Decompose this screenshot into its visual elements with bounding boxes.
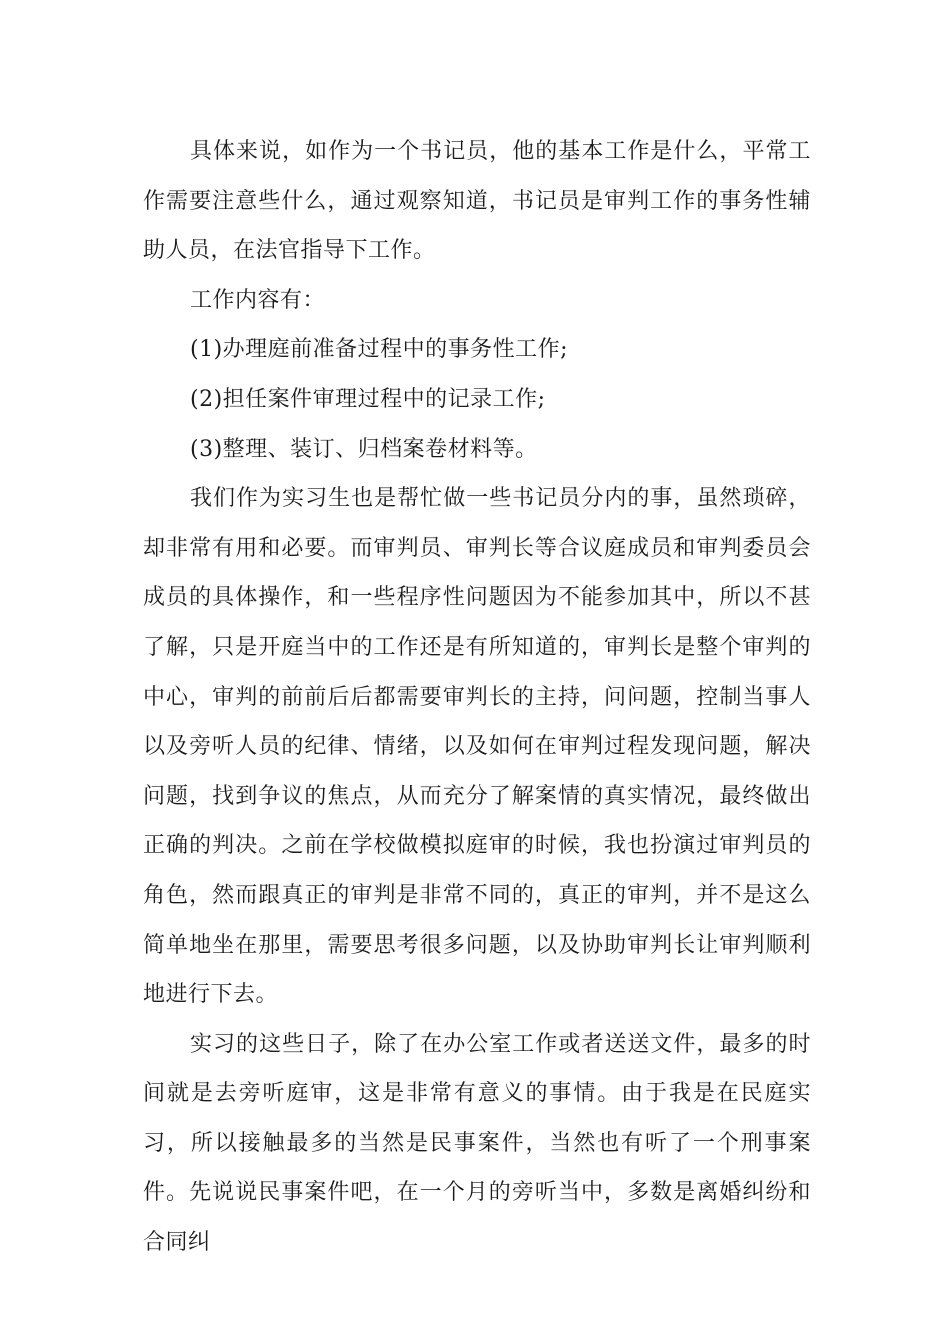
list-item-recording-work: (2)担任案件审理过程中的记录工作; [190, 386, 546, 412]
document-body [143, 127, 811, 1268]
paragraph-work-content-heading: 工作内容有： [190, 287, 326, 313]
list-item-pretrial-work: (1)办理庭前准备过程中的事务性工作; [190, 337, 569, 363]
paragraph-intern-role: 我们作为实习生也是帮忙做一些书记员分内的事，虽然琐碎，却非常有用和必要。而审判员、审判长等合议庭成员和审判委员会成员的具体操作，和一些程序性问题因为不能参加其中，所以不甚了解，只是开庭当中的工作还是有所知道的，审判长是整个审判的中心，审判的前前后后都需要审判长的主持，问问题，控制当事人以及旁听人员的纪律、情绪，以及如何在审判过程发现问题，解决问题，找到争议的焦点，从而充分了解案情的真实情况，最终做出正确的判决。之前在学校做模拟庭审的时候，我也扮演过审判员的角色，然而跟真正的审判是非常不同的，真正的审判，并不是这么简单地坐在那里，需要思考很多问题，以及协助审判长让审判顺利地进行下去。 [143, 486, 811, 1008]
paragraph-hearing-attendance: 实习的这些日子，除了在办公室工作或者送送文件，最多的时间就是去旁听庭审，这是非常有意义的事情。由于我是在民庭实习，所以接触最多的当然是民事案件，当然也有听了一个刑事案件。先说说民事案件吧，在一个月的旁听当中，多数是离婚纠纷和合同纠 [143, 1031, 811, 1256]
paragraph-clerk-duties: 具体来说，如作为一个书记员，他的基本工作是什么，平常工作需要注意些什么，通过观察知道，书记员是审判工作的事务性辅助人员，在法官指导下工作。 [143, 139, 811, 264]
list-item-filing-work: (3)整理、装订、归档案卷材料等。 [190, 436, 538, 462]
